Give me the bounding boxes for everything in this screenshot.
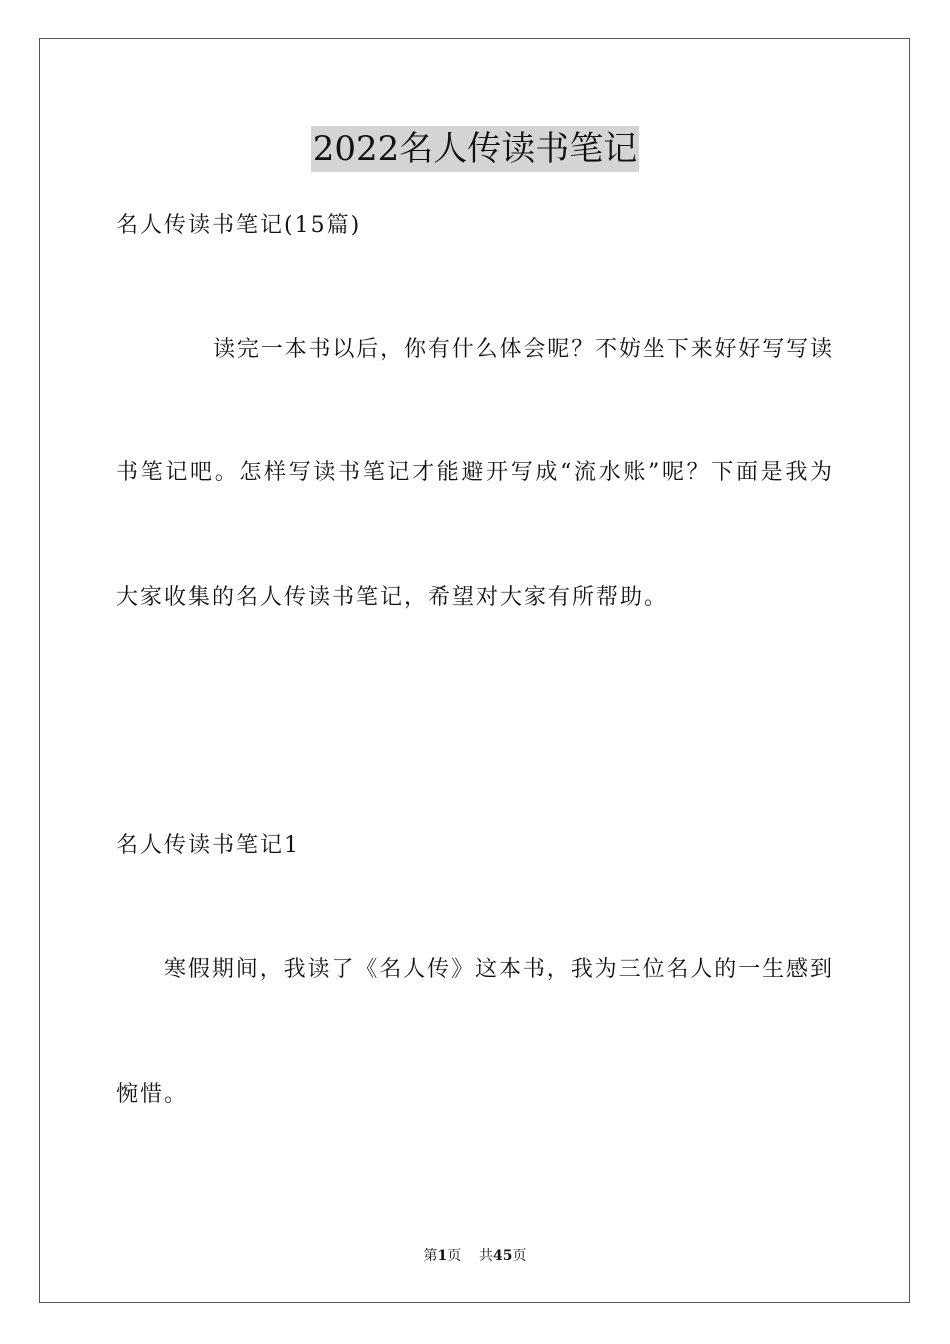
section-paragraph-line-1: 寒假期间，我读了《名人传》这本书，我为三位名人的一生感到 bbox=[164, 957, 832, 982]
footer-total-pages: 45 bbox=[493, 1248, 513, 1264]
intro-line-2: 书笔记吧。怎样写读书笔记才能避开写成“流水账”呢？下面是我为 bbox=[116, 460, 832, 485]
intro-line-1: 读完一本书以后，你有什么体会呢？不妨坐下来好好写写读 bbox=[213, 337, 832, 362]
document-title bbox=[0, 126, 950, 172]
footer-total-prefix: 共 bbox=[479, 1248, 494, 1264]
footer-page-number: 1 bbox=[437, 1248, 448, 1264]
page-footer bbox=[0, 1246, 950, 1266]
footer-prefix: 第 bbox=[423, 1248, 438, 1264]
section-paragraph-line-2: 惋惜。 bbox=[116, 1082, 189, 1107]
document-title-text: 2022名人传读书笔记 bbox=[311, 126, 640, 172]
footer-total-suffix: 页 bbox=[512, 1248, 527, 1264]
section-heading: 名人传读书笔记1 bbox=[116, 833, 300, 858]
document-subtitle: 名人传读书笔记(15篇) bbox=[116, 213, 362, 238]
footer-page-suffix: 页 bbox=[447, 1248, 462, 1264]
intro-line-3: 大家收集的名人传读书笔记，希望对大家有所帮助。 bbox=[116, 585, 669, 610]
